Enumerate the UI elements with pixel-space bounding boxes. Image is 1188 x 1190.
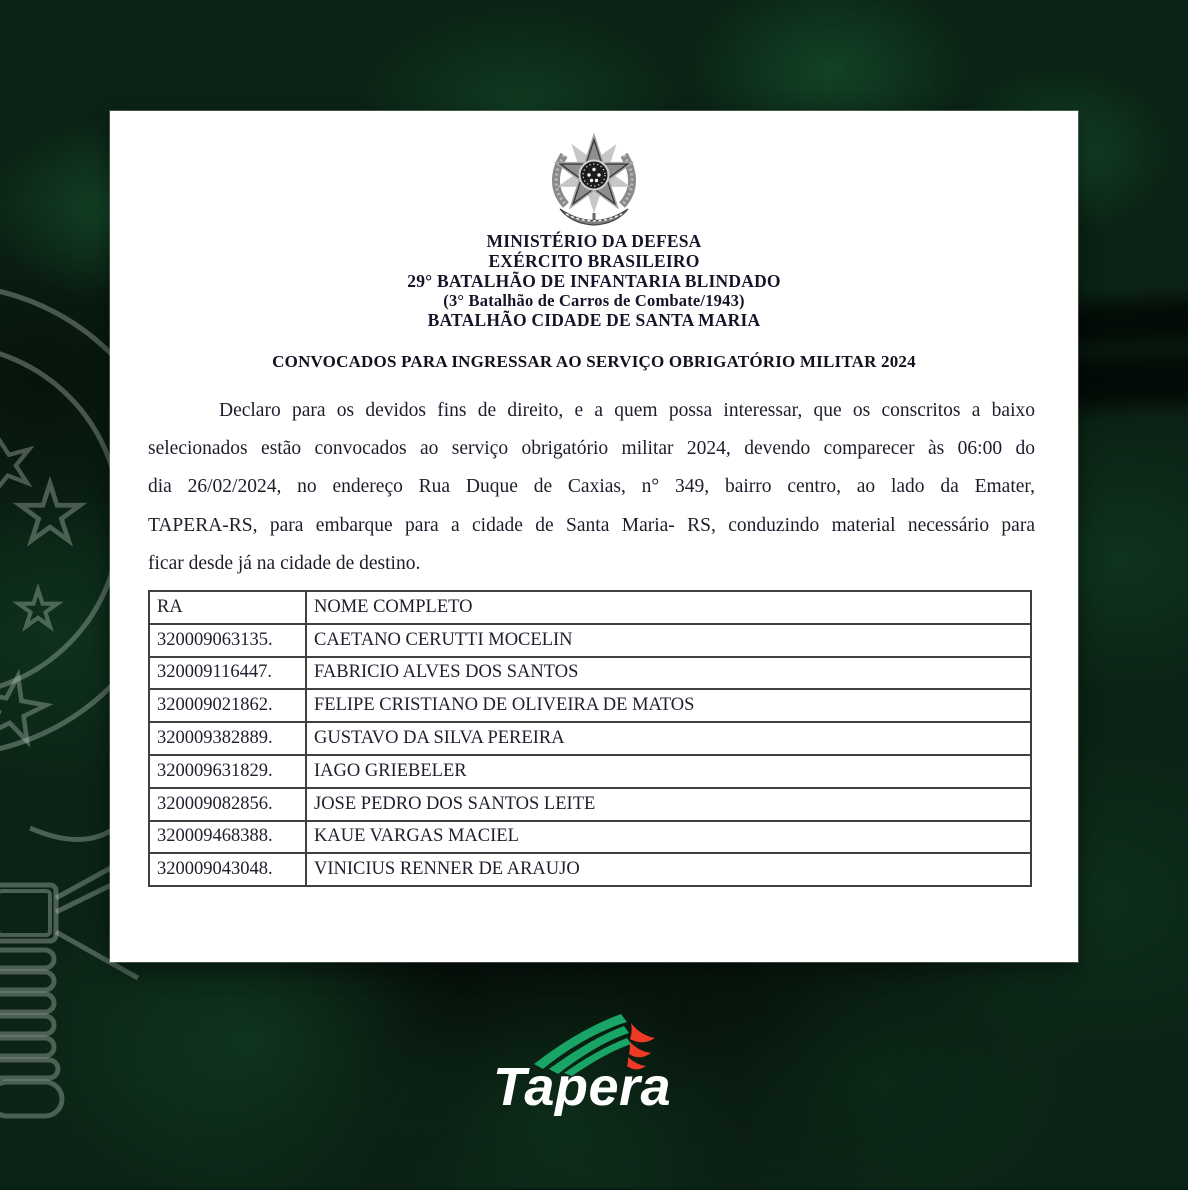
name-cell: JOSE PEDRO DOS SANTOS LEITE (306, 788, 1031, 821)
convocation-table-header-row (149, 591, 1031, 624)
table-row (149, 689, 1031, 722)
paragraph-line: selecionados estão convocados ao serviço obrigatório militar 2024, devendo comparecer às 06:00 do (148, 438, 1035, 460)
tapera-logo (0, 1008, 1188, 1128)
table-row (149, 722, 1031, 755)
name-cell: KAUE VARGAS MACIEL (306, 821, 1031, 854)
name-cell: VINICIUS RENNER DE ARAUJO (306, 853, 1031, 886)
table-row (149, 657, 1031, 690)
org-line-battalion-former: (3° Batalhão de Carros de Combate/1943) (443, 291, 745, 311)
column-header: RA (149, 591, 306, 624)
table-row (149, 788, 1031, 821)
name-cell: IAGO GRIEBELER (306, 755, 1031, 788)
paragraph-line: ficar desde já na cidade de destino. (148, 552, 421, 574)
name-cell: CAETANO CERUTTI MOCELIN (306, 624, 1031, 657)
ra-cell: 320009382889. (149, 722, 306, 755)
tapera-wordmark: Tapera (492, 1057, 672, 1117)
table-row (149, 755, 1031, 788)
document-card (110, 111, 1078, 962)
ra-cell: 320009082856. (149, 788, 306, 821)
name-cell: FELIPE CRISTIANO DE OLIVEIRA DE MATOS (306, 689, 1031, 722)
column-header: NOME COMPLETO (306, 591, 1031, 624)
table-row (149, 821, 1031, 854)
table-row (149, 624, 1031, 657)
document-title: CONVOCADOS PARA INGRESSAR AO SERVIÇO OBRIGATÓRIO MILITAR 2024 (272, 352, 916, 371)
org-line-battalion: 29° BATALHÃO DE INFANTARIA BLINDADO (407, 270, 781, 291)
paragraph-line: dia 26/02/2024, no endereço Rua Duque de Caxias, n° 349, bairro centro, ao lado da Emater, (148, 476, 1035, 498)
ra-cell: 320009021862. (149, 689, 306, 722)
ra-cell: 320009063135. (149, 624, 306, 657)
document-header (110, 232, 1078, 331)
org-line-battalion-city: BATALHÃO CIDADE DE SANTA MARIA (427, 310, 761, 331)
ra-cell: 320009116447. (149, 657, 306, 690)
name-cell: FABRICIO ALVES DOS SANTOS (306, 657, 1031, 690)
org-line-army: EXÉRCITO BRASILEIRO (488, 250, 700, 271)
convocation-table-body (149, 624, 1031, 886)
convocation-table (148, 590, 1032, 887)
ra-cell: 320009043048. (149, 853, 306, 886)
name-cell: GUSTAVO DA SILVA PEREIRA (306, 722, 1031, 755)
table-row (149, 853, 1031, 886)
brazil-coat-of-arms-icon (546, 125, 642, 231)
body-paragraph (148, 392, 1035, 583)
ra-cell: 320009468388. (149, 821, 306, 854)
paragraph-line: Declaro para os devidos fins de direito, e a quem possa interessar, que os conscritos a baixo (219, 400, 1035, 421)
ra-cell: 320009631829. (149, 755, 306, 788)
org-line-ministry: MINISTÉRIO DA DEFESA (486, 231, 702, 251)
paragraph-line: TAPERA-RS, para embarque para a cidade de Santa Maria- RS, conduzindo material necessário para (148, 514, 1035, 536)
